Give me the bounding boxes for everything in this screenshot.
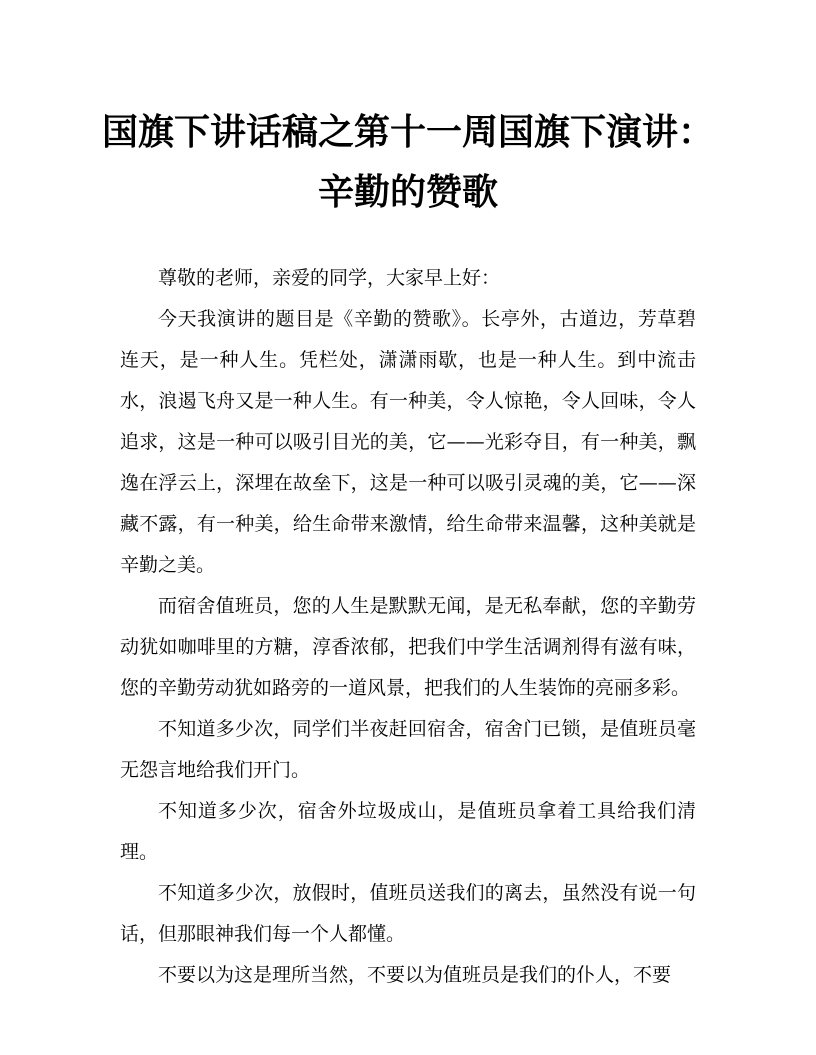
paragraph-closing: 不要以为这是理所当然，不要以为值班员是我们的仆人，不要 [158,964,672,986]
paragraph-holiday: 不知道多少次，放假时，值班员送我们的离去，虽然没有说一句话，但那眼神我们每一个人都懂。 [120,882,696,945]
document-title-line-2: 辛勤的赞歌 [317,171,498,213]
document-title-line-1: 国旗下讲话稿之第十一周国旗下演讲： [101,111,714,153]
paragraph-intro: 今天我演讲的题目是《辛勤的赞歌》。长亭外，古道边，芳草碧连天，是一种人生。凭栏处，潇潇雨歇，也是一种人生。到中流击水，浪遏飞舟又是一种人生。有一种美，令人惊艳，令人回味，令人追求，这是一种可以吸引目光的美，它——光彩夺目，有一种美，飘逸在浮云上，深埋在故垒下，这是一种可以吸引灵魂的美，它——深藏不露，有一种美，给生命带来激情，给生命带来温馨，这种美就是辛勤之美。 [120,308,696,576]
paragraph-late-night: 不知道多少次，同学们半夜赶回宿舍，宿舍门已锁，是值班员毫无怨言地给我们开门。 [120,718,696,781]
paragraph-garbage: 不知道多少次，宿舍外垃圾成山，是值班员拿着工具给我们清理。 [120,800,696,863]
paragraph-dorm-staff: 而宿舍值班员，您的人生是默默无闻，是无私奉献，您的辛勤劳动犹如咖啡里的方糖，淳香浓郁，把我们中学生活调剂得有滋有味，您的辛勤劳动犹如路旁的一道风景，把我们的人生装饰的亮丽多彩。 [120,595,696,699]
paragraph-greeting: 尊敬的老师，亲爱的同学，大家早上好： [158,267,501,289]
document-body [120,258,696,996]
